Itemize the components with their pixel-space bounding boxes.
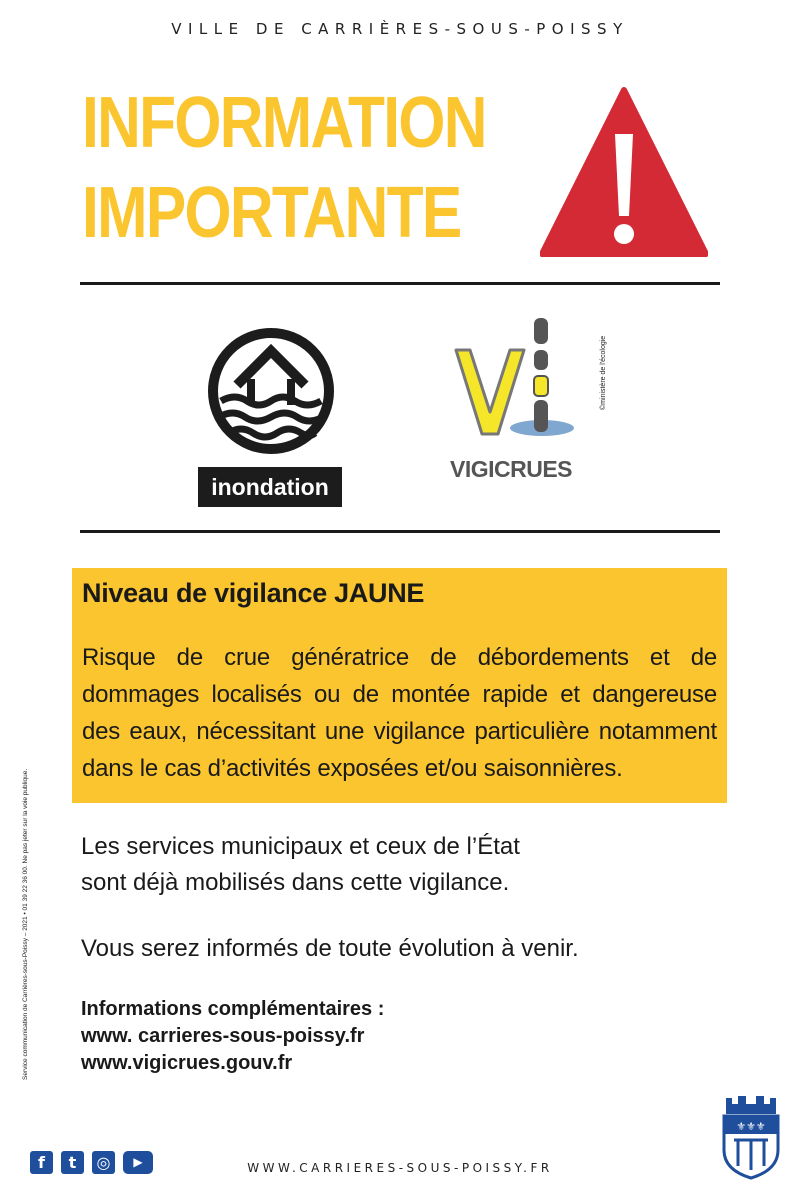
flood-label: inondation xyxy=(198,467,342,507)
divider-middle xyxy=(80,530,720,533)
instagram-icon[interactable]: ◎ xyxy=(92,1151,115,1174)
footer-website[interactable]: WWW.CARRIERES-SOUS-POISSY.FR xyxy=(247,1161,553,1175)
headline xyxy=(82,78,486,258)
vigicrues-website-link[interactable]: www.vigicrues.gouv.fr xyxy=(81,1052,293,1074)
alert-panel xyxy=(72,568,727,803)
headline-line2: IMPORTANTE xyxy=(82,173,461,253)
vigicrues-credit: ©ministère de l'écologie xyxy=(600,335,607,410)
warning-triangle-icon xyxy=(540,86,708,258)
alert-body: Risque de crue génératrice de débordements et de dommages localisés ou de montée rapide et dangereuse des eaux, nécessitant une vigilance particulière notamment dans le cas d’activités exposées et/ou saisonnières. xyxy=(82,644,717,782)
vigicrues-label: VIGICRUES xyxy=(450,456,573,482)
facebook-icon[interactable]: f xyxy=(30,1151,53,1174)
alert-title: Niveau de vigilance JAUNE xyxy=(82,578,425,608)
svg-text:⚜⚜⚜: ⚜⚜⚜ xyxy=(736,1120,766,1133)
divider-top xyxy=(80,282,720,285)
mobilization-text: Les services municipaux et ceux de l’État sont déjà mobilisés dans cette vigilance. xyxy=(81,833,520,896)
twitter-icon[interactable]: t xyxy=(61,1151,84,1174)
town-website-link[interactable]: www. carrieres-sous-poissy.fr xyxy=(81,1025,365,1047)
youtube-icon[interactable]: ▶ xyxy=(123,1151,153,1174)
vigicrues-logo-icon xyxy=(450,316,580,446)
town-name: VILLE DE CARRIÈRES-SOUS-POISSY xyxy=(171,20,629,38)
headline-line1: INFORMATION xyxy=(82,83,486,163)
updates-text: Vous serez informés de toute évolution à venir. xyxy=(81,935,579,962)
more-info xyxy=(81,996,384,1077)
side-legal-note: Service communication de Carrières-sous-Poissy – 2021 • 01 39 22 36 00. Ne pas jeter sur la voie publique. xyxy=(22,768,29,1080)
flood-icon xyxy=(207,327,335,455)
more-info-heading: Informations complémentaires : xyxy=(81,998,385,1020)
town-crest-icon xyxy=(720,1094,782,1180)
